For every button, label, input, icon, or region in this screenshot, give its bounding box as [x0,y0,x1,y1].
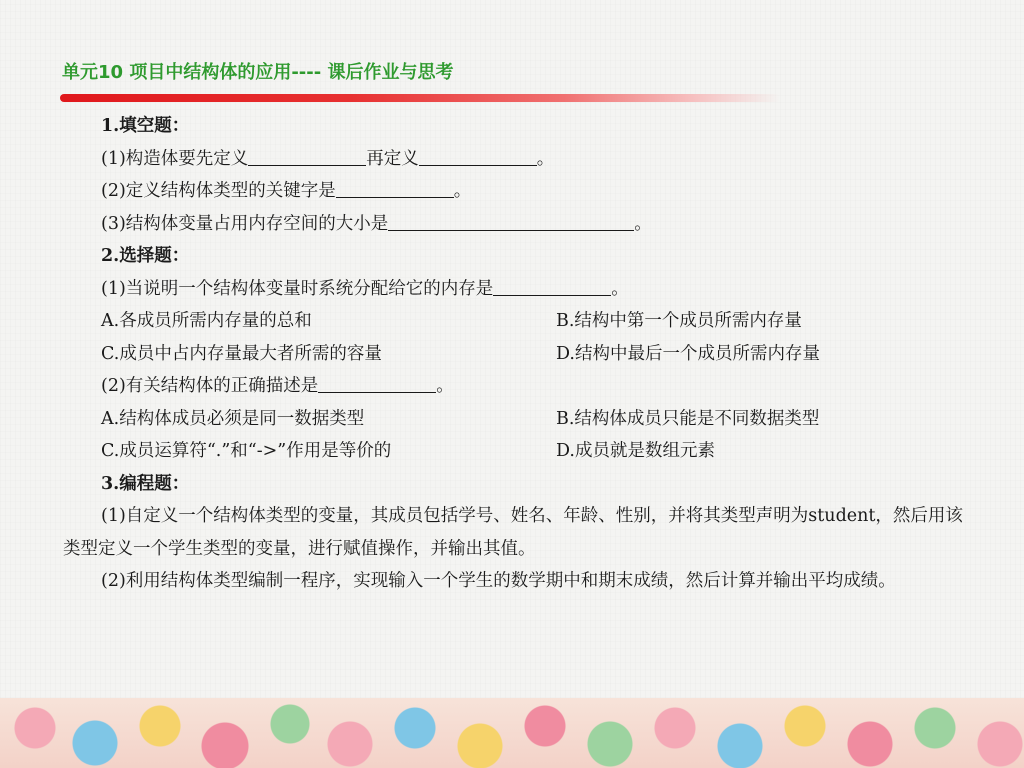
option-c: C.成员运算符“.”和“->”作用是等价的 [101,441,392,461]
fill-q1-text-c: 。 [536,148,555,169]
fill-q2-text-a: (2)定义结构体类型的关键字是 [101,181,336,201]
program-heading: 3.编程题： [101,473,190,494]
fill-heading: 1.填空题： [101,116,190,136]
answer-blank [493,275,611,296]
option-d: D.成员就是数组元素 [556,441,715,461]
fill-q3-text-b: 。 [634,213,652,234]
answer-blank [336,177,454,198]
answer-blank [419,145,537,166]
answer-blank [318,372,436,393]
answer-blank [388,210,634,231]
option-a: A.结构体成员必须是同一数据类型 [101,408,365,429]
choice-question-2 [63,370,963,403]
fill-question-2 [63,175,963,208]
choice-q2-text-a: (2)有关结构体的正确描述是 [101,376,319,396]
program-task-2: (2)利用结构体类型编制一程序，实现输入一个学生的数学期中和期末成绩，然后计算并输出平均成绩。 [101,571,896,591]
choice-q2-text-b: 。 [436,376,454,396]
fill-question-1 [63,143,963,176]
choice-q2-options-row-2 [63,435,963,468]
fill-q3-text-a: (3)结构体变量占用内存空间的大小是 [101,213,389,234]
answer-blank [248,145,366,166]
decorative-flower-border [0,698,1024,768]
fill-q1-text-a: (1)构造体要先定义 [101,148,249,169]
choice-q1-text-b: 。 [611,278,629,299]
option-b: B.结构中第一个成员所需内存量 [556,311,802,331]
fill-q1-text-b: 再定义 [366,148,419,169]
fill-question-3 [63,208,963,241]
option-a: A.各成员所需内存量的总和 [101,311,312,331]
choice-q1-text-a: (1)当说明一个结构体变量时系统分配给它的内存是 [101,278,494,299]
content-body [63,110,963,598]
choice-q2-options-row-1 [63,403,963,436]
choice-q1-options-row-2 [63,338,963,371]
option-c: C.成员中占内存量最大者所需的容量 [101,343,382,364]
program-task-1: (1)自定义一个结构体类型的变量，其成员包括学号、姓名、年龄、性别，并将其类型声明为student，然后用该类型定义一个学生类型的变量，进行赋值操作，并输出其值。 [63,506,963,559]
choice-q1-options-row-1 [63,305,963,338]
choice-heading: 2.选择题： [101,246,190,266]
choice-question-1 [63,273,963,306]
option-b: B.结构体成员只能是不同数据类型 [556,408,820,429]
option-d: D.结构中最后一个成员所需内存量 [556,343,820,364]
fill-q2-text-b: 。 [453,181,472,201]
slide-title: 单元10 项目中结构体的应用---- 课后作业与思考 [62,62,454,83]
title-underline [60,94,780,102]
